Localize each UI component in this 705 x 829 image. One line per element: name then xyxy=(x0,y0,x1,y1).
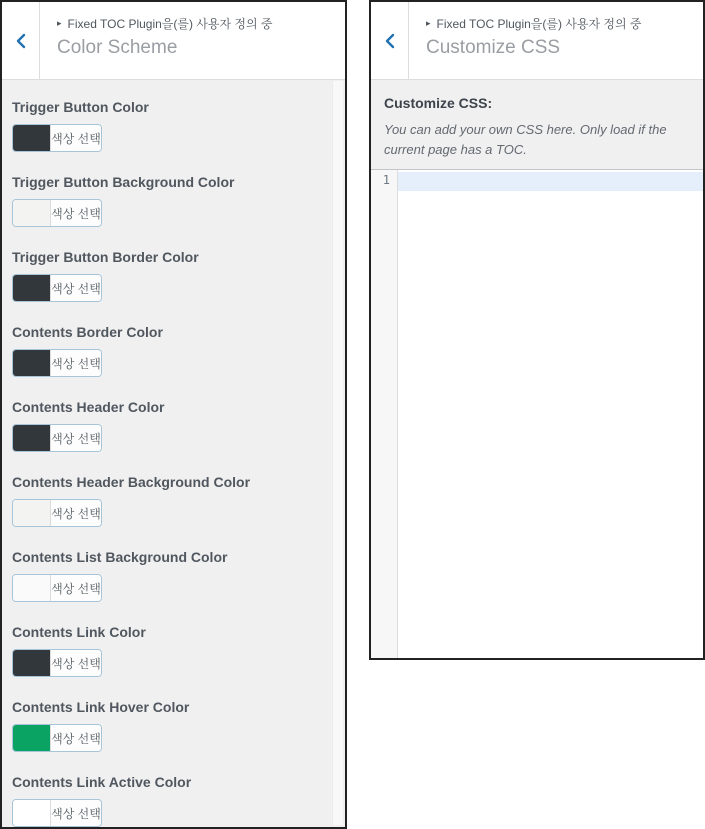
select-color-button-label: 색상 선택 xyxy=(51,200,101,226)
control-contents-link-hover-color xyxy=(12,699,323,752)
control-label: Contents Header Color xyxy=(12,399,165,415)
select-color-button[interactable] xyxy=(12,349,102,377)
color-swatch xyxy=(13,425,51,451)
color-controls-list xyxy=(2,80,345,827)
select-color-button[interactable] xyxy=(12,274,102,302)
breadcrumb-label: Fixed TOC Plugin을(를) 사용자 정의 중 xyxy=(67,17,273,31)
color-swatch xyxy=(13,200,51,226)
control-contents-link-active-color xyxy=(12,774,323,827)
select-color-button[interactable] xyxy=(12,649,102,677)
customize-css-text xyxy=(371,80,703,169)
breadcrumb-arrow-icon: ▸ xyxy=(426,18,431,28)
control-trigger-button-color xyxy=(12,99,323,152)
color-scheme-panel xyxy=(0,0,347,829)
chevron-left-icon xyxy=(383,32,397,50)
customize-css-panel-header xyxy=(371,2,703,80)
breadcrumb xyxy=(426,15,695,32)
page-title: Customize CSS xyxy=(426,37,561,58)
back-button[interactable] xyxy=(371,2,409,79)
header-text xyxy=(409,2,703,79)
control-label: Trigger Button Color xyxy=(12,99,149,115)
breadcrumb-arrow-icon: ▸ xyxy=(57,18,62,28)
color-swatch xyxy=(13,500,51,526)
color-swatch xyxy=(13,350,51,376)
select-color-button[interactable] xyxy=(12,424,102,452)
color-swatch xyxy=(13,275,51,301)
select-color-button-label: 색상 선택 xyxy=(51,275,101,301)
control-trigger-button-border-color xyxy=(12,249,323,302)
select-color-button[interactable] xyxy=(12,574,102,602)
control-label: Contents Header Background Color xyxy=(12,474,251,490)
page-title: Color Scheme xyxy=(57,37,178,58)
select-color-button-label: 색상 선택 xyxy=(51,650,101,676)
select-color-button[interactable] xyxy=(12,124,102,152)
control-contents-header-background-color xyxy=(12,474,323,527)
control-label: Contents Link Color xyxy=(12,624,146,640)
editor-gutter xyxy=(371,170,398,658)
select-color-button-label: 색상 선택 xyxy=(51,800,101,826)
header-text xyxy=(40,2,345,79)
chevron-left-icon xyxy=(14,32,28,50)
control-contents-border-color xyxy=(12,324,323,377)
control-contents-header-color xyxy=(12,399,323,452)
back-button[interactable] xyxy=(2,2,40,79)
control-label: Contents List Background Color xyxy=(12,549,228,565)
select-color-button-label: 색상 선택 xyxy=(51,425,101,451)
select-color-button-label: 색상 선택 xyxy=(51,725,101,751)
breadcrumb xyxy=(57,15,337,32)
select-color-button-label: 색상 선택 xyxy=(51,350,101,376)
breadcrumb-label: Fixed TOC Plugin을(를) 사용자 정의 중 xyxy=(436,17,642,31)
color-swatch xyxy=(13,725,51,751)
active-line-highlight xyxy=(398,172,703,191)
color-swatch xyxy=(13,575,51,601)
css-code-editor xyxy=(371,169,703,658)
control-contents-list-background-color xyxy=(12,549,323,602)
customize-css-body xyxy=(371,80,703,658)
customize-css-panel xyxy=(369,0,705,660)
color-swatch xyxy=(13,650,51,676)
color-scheme-panel-header xyxy=(2,2,345,80)
control-contents-link-color xyxy=(12,624,323,677)
control-label: Contents Link Active Color xyxy=(12,774,192,790)
select-color-button-label: 색상 선택 xyxy=(51,500,101,526)
line-number: 1 xyxy=(382,173,390,187)
control-label: Trigger Button Background Color xyxy=(12,174,235,190)
select-color-button[interactable] xyxy=(12,724,102,752)
color-swatch xyxy=(13,125,51,151)
select-color-button-label: 색상 선택 xyxy=(51,575,101,601)
select-color-button[interactable] xyxy=(12,799,102,827)
customize-css-label: Customize CSS: xyxy=(384,95,493,111)
control-trigger-button-background-color xyxy=(12,174,323,227)
css-code-input[interactable] xyxy=(398,170,703,658)
select-color-button-label: 색상 선택 xyxy=(51,125,101,151)
color-swatch xyxy=(13,800,51,826)
control-label: Contents Border Color xyxy=(12,324,163,340)
control-label: Contents Link Hover Color xyxy=(12,699,190,715)
customize-css-description: You can add your own CSS here. Only load if the current page has a TOC. xyxy=(384,122,667,157)
select-color-button[interactable] xyxy=(12,199,102,227)
scrollbar[interactable] xyxy=(332,81,343,825)
control-label: Trigger Button Border Color xyxy=(12,249,199,265)
select-color-button[interactable] xyxy=(12,499,102,527)
